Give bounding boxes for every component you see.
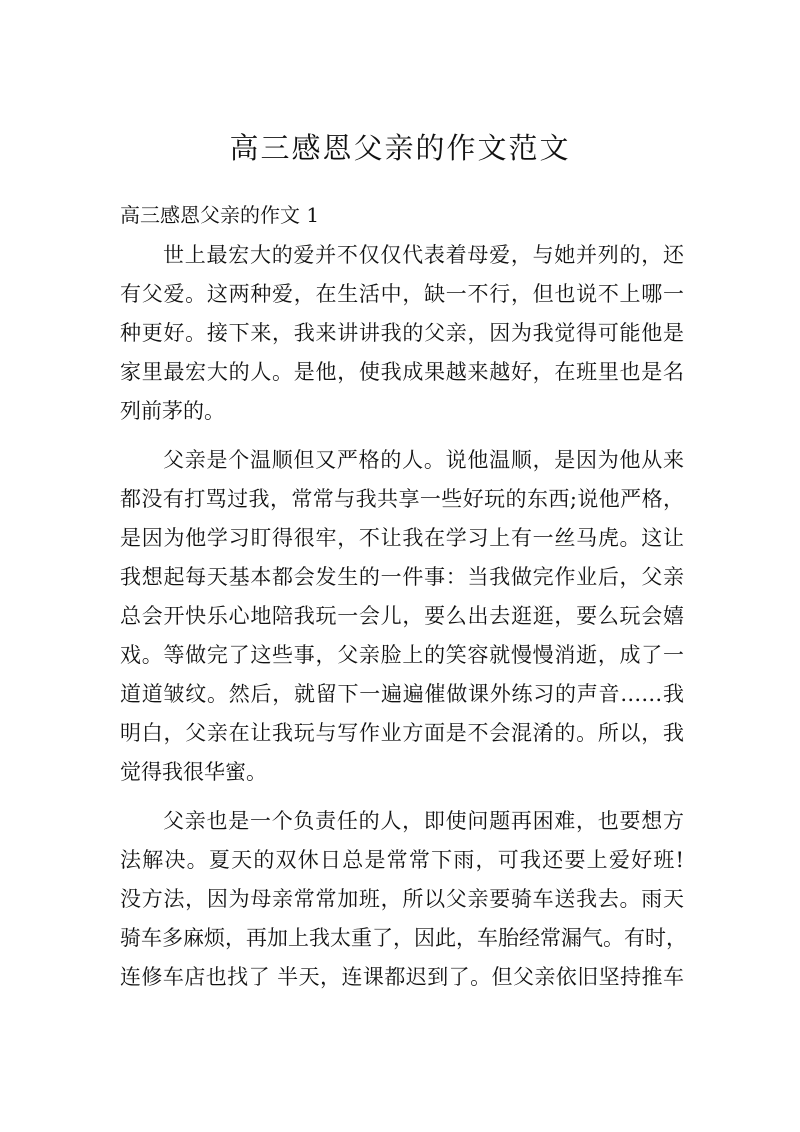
paragraph-2 bbox=[120, 441, 684, 792]
text-line: 连修车店也找了 半天，连课都迟到了。但父亲依旧坚持推车 bbox=[120, 965, 684, 989]
text-line: 没方法，因为母亲常常加班，所以父亲要骑车送我去。雨天 bbox=[120, 887, 684, 911]
essay-body bbox=[120, 236, 687, 1007]
document-title: 高三感恩父亲的作文范文 bbox=[229, 131, 571, 165]
text-line: 法解决。夏天的双休日总是常常下雨，可我还要上爱好班! bbox=[120, 848, 684, 872]
text-line: 列前茅的。 bbox=[120, 399, 225, 423]
text-line: 总会开快乐心地陪我玩一会儿，要么出去逛逛，要么玩会嬉 bbox=[120, 604, 684, 628]
text-line: 我想起每天基本都会发生的一件事：当我做完作业后，父亲 bbox=[120, 565, 684, 589]
text-line: 有父爱。这两种爱，在生活中，缺一不行，但也说不上哪一 bbox=[120, 282, 684, 306]
text-line: 明白，父亲在让我玩与写作业方面是不会混淆的。所以，我 bbox=[120, 721, 684, 745]
text-line: 种更好。接下来，我来讲讲我的父亲，因为我觉得可能他是 bbox=[120, 321, 684, 345]
text-line: 父亲是个温顺但又严格的人。说他温顺，是因为他从来 bbox=[163, 448, 684, 472]
text-line: 道道皱纹。然后，就留下一遍遍催做课外练习的声音……我 bbox=[120, 682, 684, 706]
text-line: 骑车多麻烦，再加上我太重了，因此，车胎经常漏气。有时， bbox=[120, 926, 687, 950]
text-line: 世上最宏大的爱并不仅仅代表着母爱，与她并列的，还 bbox=[163, 243, 684, 267]
text-line: 觉得我很华蜜。 bbox=[120, 760, 267, 784]
text-line: 戏。等做完了这些事，父亲脸上的笑容就慢慢消逝，成了一 bbox=[120, 643, 684, 667]
text-line: 是因为他学习盯得很牢，不让我在学习上有一丝马虎。这让 bbox=[120, 526, 684, 550]
paragraph-1 bbox=[120, 236, 684, 431]
text-line: 家里最宏大的人。是他，使我成果越来越好，在班里也是名 bbox=[120, 360, 684, 384]
section-heading: 高三感恩父亲的作文 1 bbox=[120, 203, 320, 227]
text-line: 都没有打骂过我，常常与我共享一些好玩的东西;说他严格， bbox=[120, 487, 684, 511]
paragraph-3 bbox=[120, 802, 687, 997]
text-line: 父亲也是一个负责任的人，即使问题再困难，也要想方 bbox=[163, 809, 684, 833]
